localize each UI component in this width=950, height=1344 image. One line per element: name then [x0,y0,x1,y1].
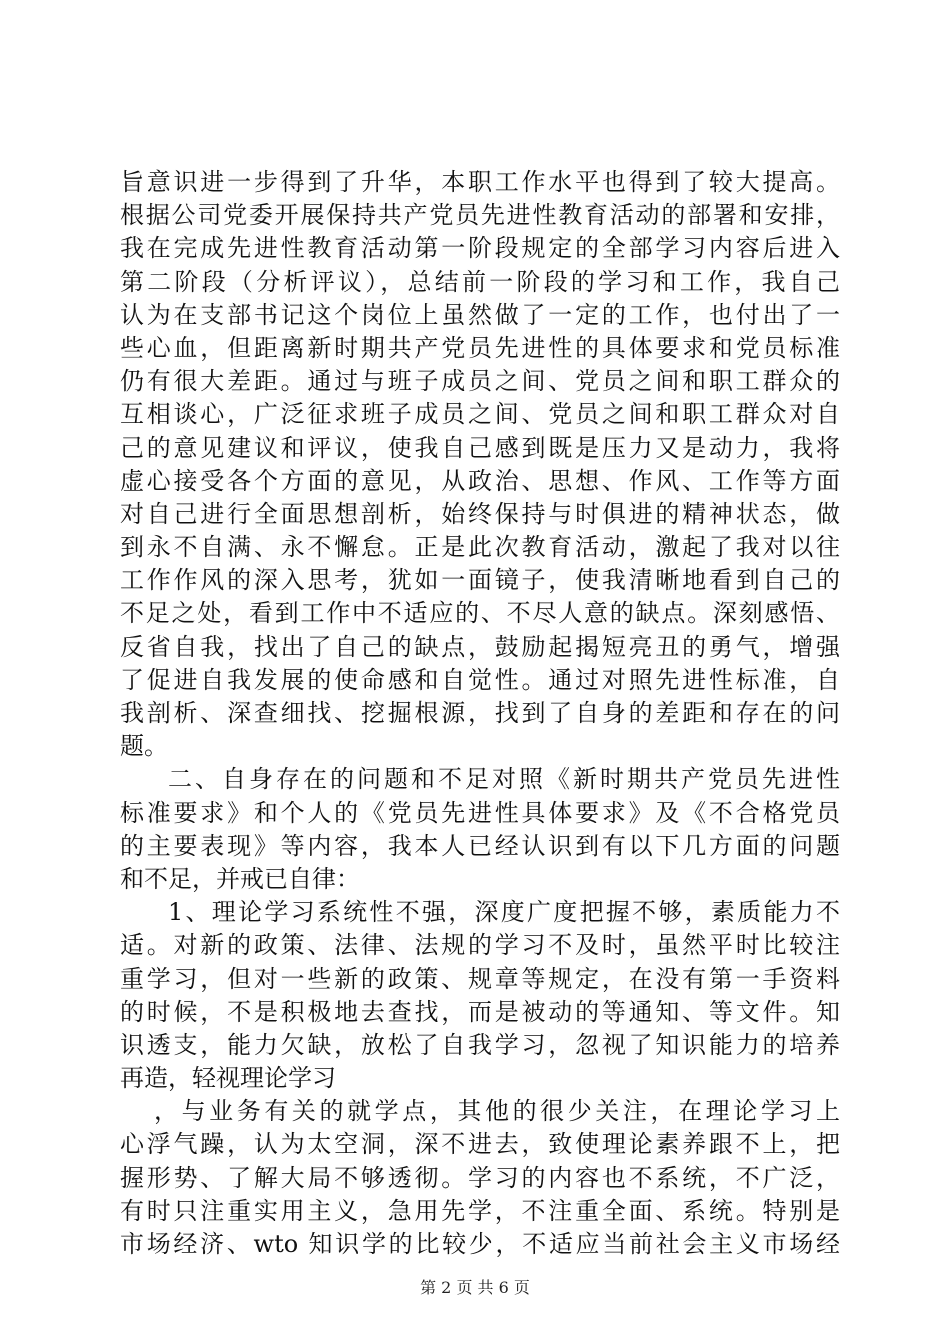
text-line: 认为在支部书记这个岗位上虽然做了一定的工作，也付出了一 [120,300,840,329]
section-heading-line: 二、自身存在的问题和不足对照《新时期共产党员先进性 [168,765,840,794]
body-text [120,166,840,1261]
text-line: 不足之处，看到工作中不适应的、不尽人意的缺点。深刻感悟、 [120,599,840,628]
text-line: 根据公司党委开展保持共产党员先进性教育活动的部署和安排， [120,201,840,230]
text-line: 我在完成先进性教育活动第一阶段规定的全部学习内容后进入 [120,234,840,263]
text-line: 标准要求》和个人的《党员先进性具体要求》及《不合格党员 [120,798,840,827]
text-line: 再造，轻视理论学习 [120,1064,336,1093]
text-line: 了促进自我发展的使命感和自觉性。通过对照先进性标准，自 [120,665,840,694]
page-footer [0,1277,950,1299]
page-number: 第 2 页 共 6 页 [420,1278,530,1297]
text-line: 己的意见建议和评议，使我自己感到既是压力又是动力，我将 [120,433,840,462]
text-line: 对自己进行全面思想剖析，始终保持与时俱进的精神状态，做 [120,499,840,528]
text-line: 到永不自满、永不懈怠。正是此次教育活动，激起了我对以往 [120,533,840,562]
text-line: 仍有很大差距。通过与班子成员之间、党员之间和职工群众的 [120,367,840,396]
text-line: ，与业务有关的就学点，其他的很少关注，在理论学习上 [154,1097,840,1126]
text-line: 适。对新的政策、法律、法规的学习不及时，虽然平时比较注 [120,931,840,960]
text-line: 旨意识进一步得到了升华，本职工作水平也得到了较大提高。 [120,168,840,196]
text-line: 工作作风的深入思考，犹如一面镜子，使我清晰地看到自己的 [120,566,840,595]
list-item-line: 1、理论学习系统性不强，深度广度把握不够，素质能力不 [168,898,840,927]
text-line: 些心血，但距离新时期共产党员先进性的具体要求和党员标准 [120,333,840,362]
text-line: 心浮气躁，认为太空洞，深不进去，致使理论素养跟不上，把 [120,1130,840,1159]
text-line: 的时候，不是积极地去查找，而是被动的等通知、等文件。知 [120,997,840,1026]
text-line: 题。 [120,732,168,761]
text-line: 第二阶段（分析评议），总结前一阶段的学习和工作，我自己 [120,267,840,296]
text-line: 我剖析、深查细找、挖掘根源，找到了自身的差距和存在的问 [120,699,840,727]
text-line: 市场经济、wto 知识学的比较少，不适应当前社会主义市场经 [120,1230,840,1258]
text-line: 识透支，能力欠缺，放松了自我学习，忽视了知识能力的培养 [120,1030,840,1059]
text-line: 的主要表现》等内容，我本人已经认识到有以下几方面的问题 [120,831,840,860]
text-line: 互相谈心，广泛征求班子成员之间、党员之间和职工群众对自 [120,400,840,429]
text-line: 重学习，但对一些新的政策、规章等规定，在没有第一手资料 [120,964,840,993]
text-line: 和不足，并戒已自律： [120,864,360,893]
text-line: 虚心接受各个方面的意见，从政治、思想、作风、工作等方面 [120,466,840,495]
text-line: 有时只注重实用主义，急用先学，不注重全面、系统。特别是 [120,1196,840,1225]
text-line: 反省自我，找出了自己的缺点，鼓励起揭短亮丑的勇气，增强 [120,632,840,661]
text-line: 握形势、了解大局不够透彻。学习的内容也不系统，不广泛， [120,1163,840,1192]
